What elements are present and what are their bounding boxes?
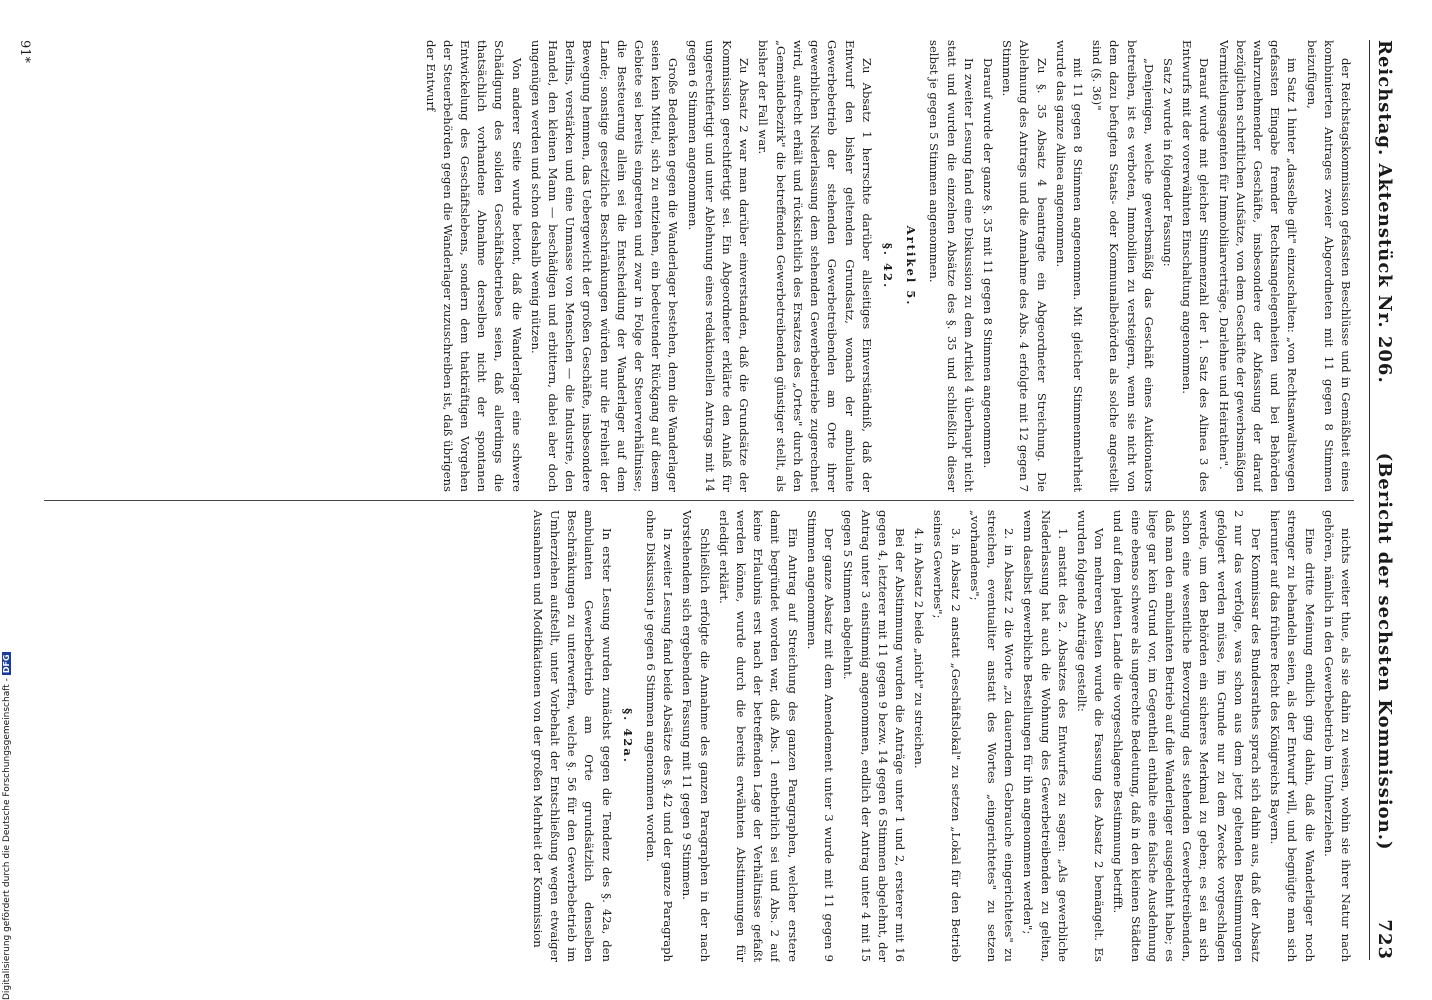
- paragraph: Satz 2 wurde in folgender Fassung:: [1160, 58, 1175, 267]
- section-heading: §. 42.: [880, 242, 895, 290]
- paragraph: Von anderer Seite wurde betont, daß die Wanderlager eine schwere Schädigung des soliden Geschäftsbetriebes seien, daß allerdings die thatsächlich vorhandene Abnahme derselben nicht der spontanen Entwickelung des Geschäftslebens, sondern dem thatkräftigen Vorgehen der Steuerbehörden gegen die Wanderlager zuzuschreiben ist, daß übrigens der Entwurf: [423, 40, 524, 492]
- paragraph: Ein Antrag auf Streichung des ganzen Paragraphen, welcher erstere damit begründet worden war, daß Abs. 1 entbehrlich sei und Abs. 2 auf keine Erlaubnis erst nach der betreffenden Lage der Verhältnisse gefaßt werden könne, wurde durch die bereits erwähnten Abstimmungen für erledigt erklärt.: [716, 510, 800, 962]
- signature-mark: 91*: [17, 40, 32, 64]
- paragraph: Zu Absatz 2 war man darüber einverstanden, daß die Grundsätze der Kommission gerechtfertigt sei. Ein Abgeordneter erklärte den Anlaß für ungerechtfertigt und unter Ablehnung eines redaktionellen Antrags mit 14 gegen 6 Stimmen angenommen.: [685, 40, 752, 492]
- paragraph: Schließlich erfolgte die Annahme des ganzen Paragraphen in der nach Vorstehendem sich ergebenden Fassung mit 11 gegen 9 Stimmen.: [680, 510, 712, 962]
- page-number: 723: [1374, 919, 1396, 960]
- page-header: [1369, 40, 1400, 960]
- paragraph: Darauf wurde mit gleicher Stimmenzahl der 1. Satz des Alinea 3 des Entwurfs mit der vorerwähnten Einschaltung angenommen.: [1180, 40, 1212, 492]
- right-column: [34, 510, 1354, 962]
- paragraph: nichts weiter thue, als sie dahin zu weisen, wohin sie ihrer Natur nach gehören, nämlich in den Gewerbebetrieb im Umherziehen.: [1321, 510, 1353, 962]
- left-column: [34, 40, 1354, 492]
- paragraph: In erster Lesung wurden zunächst gegen die Tendenz des §. 42a, den ambulanten Gewerbebetrieb am Orte grundsätzlich denselben Beschränkungen zu unterwerfen, welche §. 56 für den Gewerbebetrieb im Umherziehen aufstellt, unter Vorbehalt der Entschließung wegen etwaiger Ausnahmen und Modifikationen von der großen Mehrheit der Kommission: [530, 510, 614, 962]
- section-heading: Artikel 5.: [904, 225, 919, 307]
- paragraph: mit 11 gegen 8 Stimmen angenommen. Mit gleicher Stimmenmehrheit wurde das ganze Alinea angenommen.: [1053, 40, 1085, 492]
- header-left: Reichstag. Aktenstück Nr. 206.: [1374, 40, 1396, 384]
- paragraph: Zu §. 35 Absatz 4 beantragte ein Abgeordneter Streichung. Die Ablehnung des Antrags und die Annahme des Abs. 4 erfolgte mit 12 gegen 7 Stimmen.: [1000, 40, 1049, 492]
- sidebar-credit-wrapper: [2, 652, 12, 1000]
- paragraph: 2. in Absatz 2 die Worte „zu dauerndem Gebrauche eingerichtetes" zu streichen, eventualiter anstatt des Wortes „eingerichtetes" zu setzen „vorhandenes";: [967, 510, 1017, 962]
- paragraph: Der Kommissar des Bundesrathes sprach sich dahin aus, daß der Absatz 2 nur das verfolge, was schon aus dem jetzt geltenden Bestimmungen gefolgert werden müsse, im Grunde nur zu dem Zwecke vorgeschlagen werde, um den Behörden ein sicheres Merkmal zu geben; es sei an sich schon eine wesentliche Bevorzugung des stehenden Gewerbetreibenden, daß man den ambulanten Betrieb auf die Wanderlager ausgedehnt habe; es liege gar kein Grund vor, im Gegentheil enthalte eine falsche Ausdehnung eine ebenso schwere als ungerechte Bedeutung, daß in den kleinen Städten und auf dem platten Lande die vorgeschlagene Bestimmung betrifft.: [1111, 510, 1263, 962]
- paragraph: In zweiter Lesung fand beide Absätze des §. 42 und der ganze Paragraph ohne Diskussion je gegen 6 Stimmen angenommen worden.: [644, 510, 676, 962]
- paragraph: 1. anstatt des 2. Absatzes des Entwurfes zu sagen: „Als gewerbliche Niederlassung hat auch die Wohnung des Gewerbetreibenden zu gelten, wenn daselbst gewerbliche Bestellungen für ihn angenommen werden";: [1021, 510, 1070, 962]
- paragraph: Zu Absatz 1 herrschte darüber allseitiges Einverständniß, daß der Entwurf den bisher geltenden Grundsatz, wonach der ambulante Gewerbebetrieb der stehenden Gewerbetreibenden am Orte ihrer gewerblichen Niederlassung dem stehenden Gewerbebetriebe zugerechnet wird, aufrecht erhält und rücksichtlich des Ersatzes des „Ortes" durch den „Gemeindebezirk" die betreffenden Gewerbetreibenden günstiger stellt, als bisher der Fall war.: [756, 40, 874, 492]
- paragraph: Der ganze Absatz mit dem Amendement unter 3 wurde mit 11 gegen 9 Stimmen angenommen.: [804, 510, 837, 962]
- dfg-logo-icon: DFG: [2, 654, 11, 674]
- paragraph: Bei der Abstimmung wurden die Anträge unter 1 und 2, ersterer mit 16 gegen 4, letzterer mit 11 gegen 9 bezw. 14 gegen 6 Stimmen abgelehnt, der Antrag unter 3 einstimmig angenommen, endlich der Antrag unter 4 mit 15 gegen 5 Stimmen abgelehnt.: [841, 510, 907, 962]
- paragraph: Darauf wurde der ganze §. 35 mit 11 gegen 8 Stimmen angenommen.: [980, 58, 995, 469]
- sidebar-credit: Digitalisierung gefördert durch die Deutsche Forschungsgemeinschaft -: [2, 678, 12, 1000]
- paragraph: 4. in Absatz 2 beide „nicht" zu streichen.: [912, 528, 927, 769]
- paragraph: „Denjenigen, welche gewerbsmäßig das Geschäft eines Auktionators betreiben, ist es verboten, Immobilien zu versteigern, wenn sie nicht von dem dazu befugten Staats- oder Kommunalbehörden als solche angestellt sind (§. 36)": [1090, 40, 1156, 492]
- header-right: (Bericht der sechsten Kommission.): [1374, 452, 1396, 851]
- digitization-sidebar: [0, 600, 14, 1000]
- column-divider: [44, 500, 1354, 501]
- paragraph: der Reichstagskommission gefassten Beschlüsse und in Gemäßheit eines kombinierten Antrages zweier Abgeordneten mit 11 gegen 8 Stimmen beizufügen,: [1304, 40, 1353, 492]
- paragraph: In zweiter Lesung fand eine Diskussion zu dem Artikel 4 überhaupt nicht statt und wurden die einzelnen Absätze des §. 35 und schließlich dieser selbst je gegen 5 Stimmen angenommen.: [927, 40, 976, 492]
- paragraph: Eine dritte Meinung endlich ging dahin, daß die Wanderlager noch strenger zu behandeln seien, als der Entwurf will, und begnügte man sich hierunter auf das frühere Recht des Königreichs Bayern.: [1268, 510, 1317, 962]
- section-heading: §. 42a.: [620, 708, 635, 764]
- paragraph: Große Bedenken gegen die Wanderlager bestehen, denn die Wanderlager seien kein Mittel, sich zu entziehen, ein bedeutender Rückgang auf diesem Gebiete sei bereits eingetreten und zwar in Folge der Steuerverhältnisse; die Besteuerung allein sei die Entscheidung der Wanderlager auf dem Lande; sonstige gesetzliche Beschränkungen würden nur die Freiheit der Bewegung hemmen, das Uebergewicht der großen Geschäfte, insbesondere Berlins, verstärken und eine Unmasse von Menschen — die Industrie, den Handel, den kleinen Mann — beschädigen und erbittern, dabei aber doch ungenügen werden und schon deshalb wenig nützen.: [528, 40, 681, 492]
- paragraph: Von mehreren Seiten wurde die Fassung des Absatz 2 bemängelt. Es wurden folgende Anträge gestellt:: [1074, 510, 1107, 962]
- paragraph: 3. in Absatz 2 anstatt „Geschäftslokal" zu setzen „Lokal für den Betrieb seines Gewerbes";: [931, 510, 963, 962]
- paragraph: im Satz 1 hinter „dasselbe gilt" einzuschalten: „von Rechtsanwaltswegen gefassten Eingabe fremder Rechtsangelegenheiten und bei Behörden wahrzunehmender Geschäfte, insbesondere der Abfassung der darauf bezüglichen schriftlichen Aufsätze, von dem Geschäfte der gewerbsmäßigen Vermittelungsagenten für Immobiliarverträge, Darlehne und Heirathen".: [1216, 40, 1300, 492]
